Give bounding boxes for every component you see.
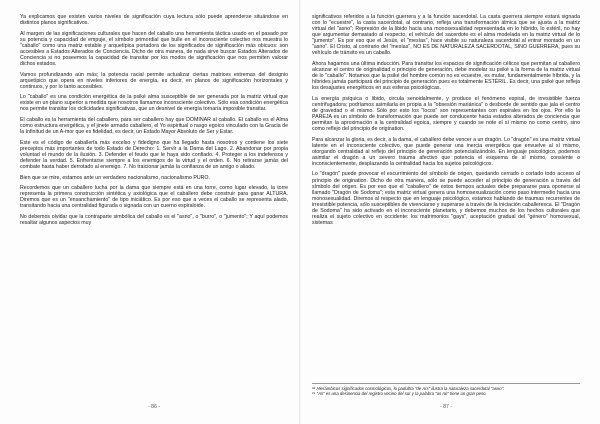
paragraph: significativos referidos a la función guerrera y a la función sacerdotal. La casta guerrera siempre estará signada con lo "ecuestre", la casta sacerdotal, al contrario, refleja una transformación álmica que se ajusta a la matriz virtual del "asno"; Represión de la libido hacia una monosexualidad representada en lo híbrido, lo estéril, no hay que argumentar demasiado al respecto, el vehículo del sacerdote es el alma modelada en la matriz virtual de lo "jumento". Es por eso que el Jesús, el "mesías", hace visible su naturaleza sacerdotal al entrar montado en un "asno". El Cristo, al contrario del "mesías", NO ES DE NATURALEZA SACERDOTAL, SINO GUERRERA, pues su vehículo de tránsito es un caballo.: [312, 14, 580, 57]
paragraph: El caballo es la herramienta del caballero, para ser caballero hay que DOMINAR al caballo. El caballo es el Alma como estructura energética, y el jinete armado caballero, el Yo espiritual o rasgo egoico vinculado con la Gracia de la Infinitud de un A-mor que es fidelidad, es decir, un Estado Mayor Absoluto de Ser y Estar.: [20, 117, 288, 136]
footnote: ¹⁹ "As" es una desinencia del registro vecino del sur y la palabra "as no" tiene un gran peso.: [312, 390, 487, 396]
right-page: [312, 14, 580, 410]
left-page: [20, 14, 288, 410]
paragraph: La energía psíquica o libido, circula senoidalmente, y produce el fenómeno espiral, de irresistible fuerza centrífugadora; podríamos asimilarla en propia a la "obsesión mariánica" o desborde de sentido que jala el centro de gravedad o el mismo. Sólo por esto los "locos" son representantes con espirales en los ojos. Por ello la PAREJA es un símbolo de transformación que puede ser conducente hacia estados alterados de conciencia que permitan la aproximación a la centralidad egoica, siempre y cuando se note el sí mismo no como centro, sino como reflejo del principio de origination.: [312, 95, 580, 132]
paragraph: Bien que se mire, estamos ante un verdadero nacionalismo, nacionalismo PURO.: [20, 174, 210, 181]
paragraph: Para alcanzar la gloria, es decir, a la dama, el caballero debe vencer a un dragón. Lo "dragón" es una matriz virtual latente en el inconsciente colectivo, que puede generar una inercia energética que envuelve al sí mismo, otorgando centralidad al reflejo del principio de generación potencializándolo. En lenguaje psicológico, podemos asimilar el dragón a un severo trauma afectivo que potencia el esquema de sí mismo, consiente o inconscientemente, desplazando la centralidad hacia los sujetos psicológicos.: [312, 136, 580, 167]
footnotes: [312, 383, 580, 396]
paragraph: Este es el código de caballería más excelso y fidedigno que ha llegado hasta nosotros y contiene los siete preceptos más importantes de todo Estado de Derecho: 1. Servir a la Dama del Lago. 2. Abandonar por propia voluntad el mundo de la ilusión. 3. Defender el feudo que le haya sido confiado. 4. Proteger a los indefensos y defender la verdad. 5. Enfrentarse siempre a los enemigos de la virtud y el orden. 6. No retirarse jamás del combate hasta haber derrotado al enemigo. 7. No traicionar jamás la confianza de un amigo o aliado.: [20, 139, 288, 170]
paragraph: Lo "caballo" es una condición energética de la psiké alma susceptible de ser generada por la matriz virtual que existe en un plano superior a medida que nosotros llamamos inconsciente colectivo. Sólo esa condición energética nos permite transitar los ciclicidades significativas, que un desnivel de energía tornaría imposible transitar.: [20, 94, 288, 113]
paragraph: Ahora hagamos una última inducción. Para transitar los espacios de significación célicos que permitan al caballero alcanzar el centro de originalidad o principio de generación, debe modelar su psiké a la forma de la matriz virtual de lo "caballo". Notamos que la psiké del hombre común no es ecuestre, es mular, fundamentalmente híbrida, y la híbrides jamás participará del principio de generación pues es totalmente ESTÉRIL. Es decir, una psiké que refleja los desajustes energéticos en sus esferas psicológicas.: [312, 60, 580, 92]
paragraph: Al margen de las significaciones culturales que hacen del caballo una herramienta táctica usado en el pasado por su potencia y capacidad de empuje, el símbolo primordial que bulle en el inconsciente colectivo nos muestra lo "caballo" como una matriz estable y arquetípica portadora de los significados de significación más obicuos: son accesibles a Estados Alterados de Conciencia. Dicho de otra manera, de nada sirve buscar Estados Alterados de Conciencia si no poseemos la capacidad de transitar por los modos de significación que nos permiten valorar dichos estados.: [20, 30, 288, 67]
footnote: ¹⁸ Hierámbicos significados cosmológicos, lo padultra "de Ars" ilustra la naturaleza sacerdotal "asno".: [312, 385, 505, 391]
page-number: - 87 -: [439, 404, 453, 410]
gutter: [299, 0, 301, 424]
paragraph: Vamos profundizando aún más; la potencia racial permite actualizar ciertas matrices extremas del designio arquetípico que opera en niveles inferiores de energía, es decir, en planos de significación horizontales y continuos, y por lo tanto accesibles.: [20, 71, 288, 90]
paragraph: Lo "dragón" puede provocar el escurrimiento del símbolo de origen, quedando cerrado o cortado todo acceso al principio de origination. Dicho de otra manera, sólo se puede acceder al principio de generación a través del símbolo del origen. Es por eso que el "caballero" de estos tiempos actuales debe prepararse para oponerse al llamado "Dragón de Sodoma"; esta matriz virtual genera una homosexualización como paso intermedio hacia una monosexualidad. Diremos al respecto que en lenguaje psicológico, estamos hablando de traumas recurrentes de irresistible potencia, sólo susceptibles de vivenciarse y superarse a través de la iniciación caballeresca. El "Dragón de Sodoma" ha sido activado en el inconsciente planetario, y debemos muchos de los hechos culturales que realiza el sujeto colectivo en occidente: los matrimonios "gays", aceptación gradual del "género" homosexual, sistemas: [312, 171, 580, 226]
page-number: - 86 -: [147, 404, 161, 410]
paragraph: Ya explicamos que existen varios niveles de significación cuya lectura sólo puede aprenderse situándose en distintos planos significativos.: [20, 14, 288, 27]
paragraph: Recordemos que un caballero lucha por la dama que siempre está en una torre, como lugar elevado, la torre representa la primera construcción sintética y axiológica que el caballero debe construir para ganar ALTURA. Diremos que es un "ensanchamiento" de tipo iniciático. Es por eso que a veces el caballo se representa alado, transitando hacia una centralidad figurada o signada con un cuerno espiraloide.: [20, 185, 288, 210]
paragraph: No debemos olvidar que la contraparte simbólica del caballo es el "asno", o "burro", o "jumento"; Y aquí podemos resaltar algunos aspectos muy: [20, 214, 288, 227]
